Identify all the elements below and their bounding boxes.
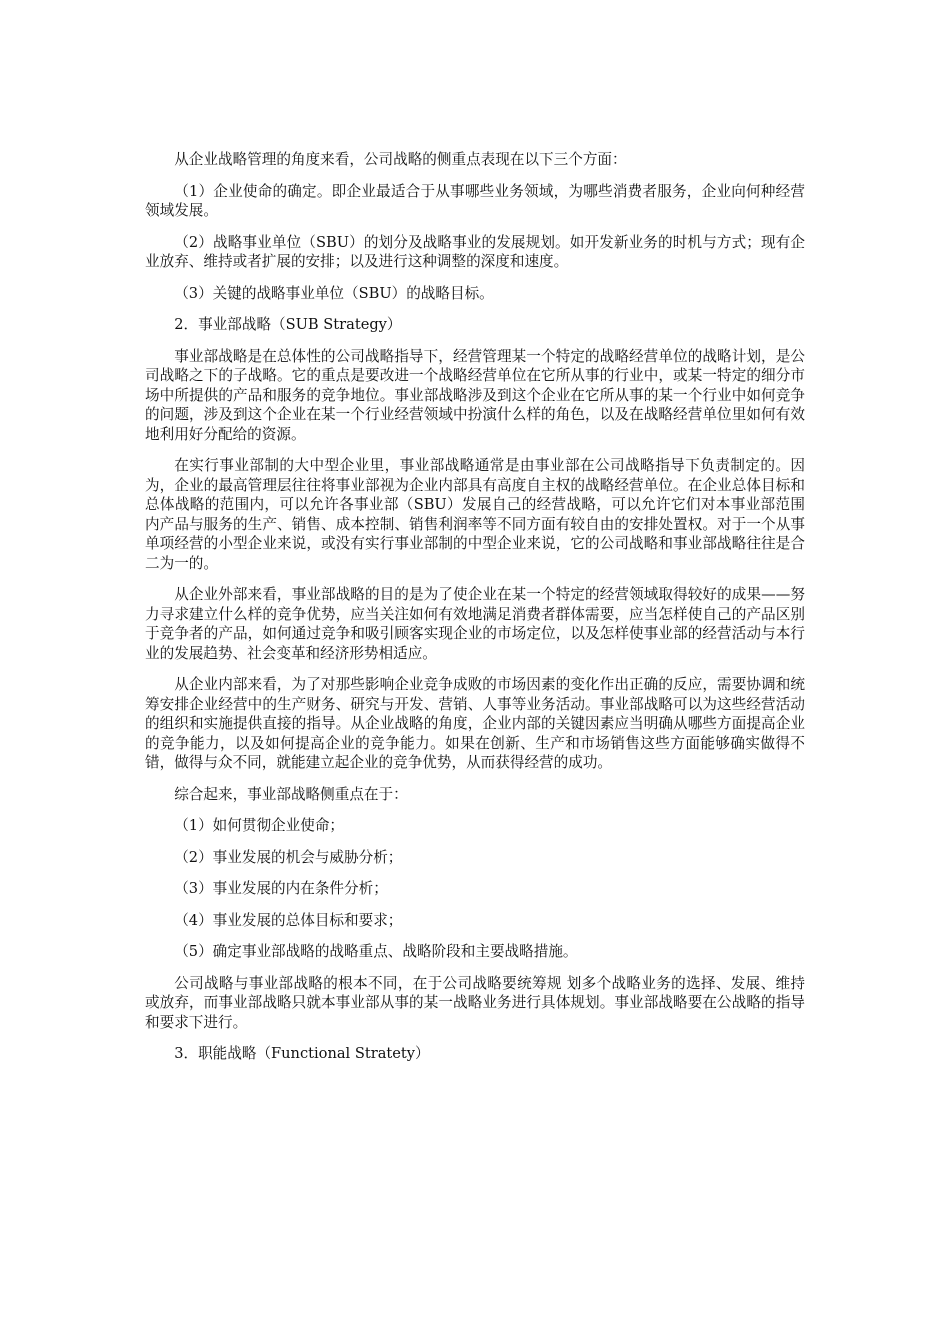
list-item-corporate-3: （3）关键的战略事业单位（SBU）的战略目标。 [174, 284, 494, 302]
paragraph-intro: 从企业战略管理的角度来看，公司战略的侧重点表现在以下三个方面： [174, 151, 627, 168]
section-heading-functional-strategy: 3．职能战略（Functional Stratety） [174, 1045, 430, 1062]
list-item-sub-1: （1）如何贯彻企业使命； [174, 817, 345, 834]
list-item-sub-4: （4）事业发展的总体目标和要求； [174, 911, 403, 929]
section-heading-sub-strategy: 2．事业部战略（SUB Strategy） [174, 316, 402, 333]
document-page [145, 150, 805, 1076]
list-item-sub-5: （5）确定事业部战略的战略重点、战略阶段和主要战略措施。 [174, 943, 578, 960]
paragraph-comparison: 公司战略与事业部战略的根本不同，在于公司战略要统筹规 划多个战略业务的选择、发展、维持或放弃，而事业部战略只就本事业部从事的某一战略业务进行具体规划。事业部战略要在公战略的指导和要求下进行。 [145, 974, 805, 1031]
paragraph-external-view: 从企业外部来看，事业部战略的目的是为了使企业在某一个特定的经营领域取得较好的成果——努力寻求建立什么样的竞争优势，应当关注如何有效地满足消费者群体需要，应当怎样使自己的产品区别于竞争者的产品，如何通过竞争和吸引顾客实现企业的市场定位，以及怎样使事业部的经营活动与本行业的发展趋势、社会变革和经济形势相适应。 [145, 586, 805, 662]
list-item-corporate-2: （2）战略事业单位（SBU）的划分及战略事业的发展规划。如开发新业务的时机与方式；现有企业放弃、维持或者扩展的安排；以及进行这种调整的深度和速度。 [145, 233, 805, 270]
list-item-sub-3: （3）事业发展的内在条件分析； [174, 880, 388, 897]
paragraph-division-structure: 在实行事业部制的大中型企业里，事业部战略通常是由事业部在公司战略指导下负责制定的。因为，企业的最高管理层往往将事业部视为企业内部具有高度自主权的战略经营单位。在企业总体目标和总体战略的范围内，可以允许各事业部（SBU）发展自己的经营战略，可以允许它们对本事业部范围内产品与服务的生产、销售、成本控制、销售利润率等不同方面有较自由的安排处置权。对于一个从事单项经营的小型企业来说，或没有实行事业部制的中型企业来说，它的公司战略和事业部战略往往是合二为一的。 [145, 457, 805, 572]
paragraph-internal-view: 从企业内部来看，为了对那些影响企业竞争成败的市场因素的变化作出正确的反应，需要协调和统筹安排企业经营中的生产财务、研究与开发、营销、人事等业务活动。事业部战略可以为这些经营活动的组织和实施提供直接的指导。从企业战略的角度，企业内部的关键因素应当明确从哪些方面提高企业的竞争能力，以及如何提高企业的竞争能力。如果在创新、生产和市场销售这些方面能够确实做得不错，做得与众不同，就能建立起企业的竞争优势，从而获得经营的成功。 [145, 676, 805, 771]
paragraph-summary-lead: 综合起来，事业部战略侧重点在于： [174, 785, 408, 803]
list-item-sub-2: （2）事业发展的机会与威胁分析； [174, 848, 403, 866]
paragraph-sub-strategy-definition: 事业部战略是在总体性的公司战略指导下，经营管理某一个特定的战略经营单位的战略计划，是公司战略之下的子战略。它的重点是要改进一个战略经营单位在它所从事的行业中，或某一特定的细分市场中所提供的产品和服务的竞争地位。事业部战略涉及到这个企业在它所从事的某一个行业中如何竞争的问题，涉及到这个企业在某一个行业经营领域中扮演什么样的角色，以及在战略经营单位里如何有效地利用好分配给的资源。 [145, 347, 805, 443]
list-item-corporate-1: （1）企业使命的确定。即企业最适合于从事哪些业务领域，为哪些消费者服务，企业向何种经营领域发展。 [145, 182, 805, 219]
